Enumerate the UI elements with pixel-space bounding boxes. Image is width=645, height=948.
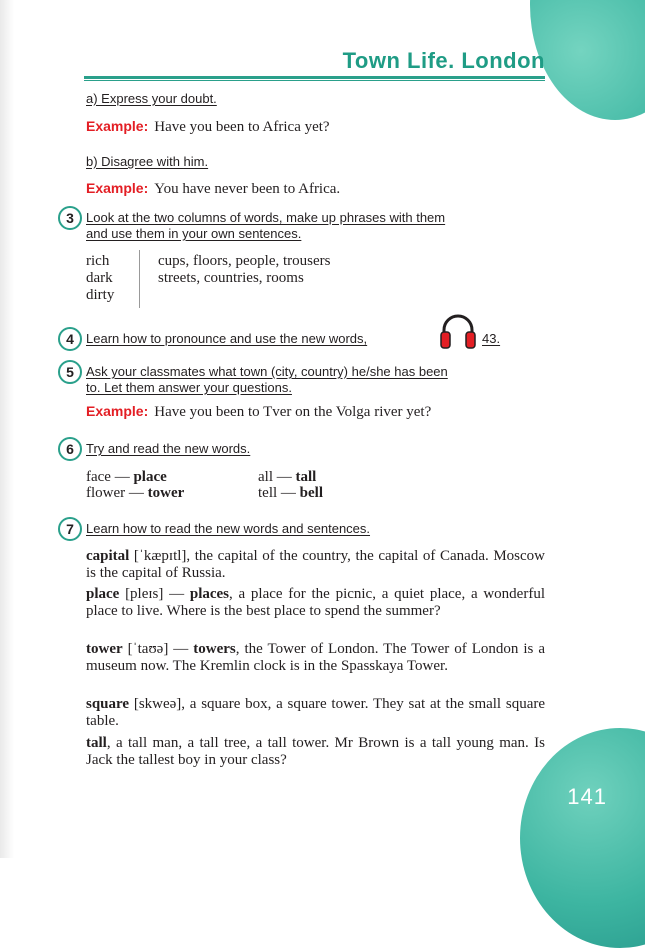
word: dirty xyxy=(86,287,115,303)
vocab-text: [ˈkæpɪtl], the capital of the country, the capital of Canada. Moscow is the capital of Russia. xyxy=(86,548,545,581)
exercise-number: 5 xyxy=(58,360,82,384)
vocab-paragraph-capital xyxy=(86,548,545,582)
corner-decoration-top xyxy=(530,0,645,120)
vocab-word-plural: towers xyxy=(193,641,236,657)
ex2a-instruction: a) Express your doubt. xyxy=(86,91,217,106)
word-pair xyxy=(86,485,184,501)
ex4-instruction xyxy=(86,331,367,347)
word-group: cups, floors, people, trousers xyxy=(158,253,331,269)
vocab-word-plural: places xyxy=(189,586,230,602)
ex3-left-column xyxy=(86,253,114,304)
ex5-instruction-line2: to. Let them answer your questions. xyxy=(86,380,292,395)
word: dark xyxy=(86,270,113,286)
page-edge-shadow xyxy=(0,0,14,858)
word-group: streets, countries, rooms xyxy=(158,270,304,286)
ex7-instruction-text: Learn how to read the new words and sentences. xyxy=(86,521,371,536)
ex5-instruction-line1: Ask your classmates what town (city, country) he/she has been xyxy=(86,364,448,379)
ex3-instruction-line2: and use them in your own sentences. xyxy=(86,226,302,241)
new-word: tall xyxy=(295,469,317,485)
vocab-text: , the Tower of London. The Tower of London is a museum now. The Kremlin clock is in the Spasskaya Tower. xyxy=(86,641,546,674)
vocab-transcription: [ˈtaʊə] — xyxy=(122,641,194,657)
ex2a-example xyxy=(86,118,330,136)
base-word: all — xyxy=(258,469,296,485)
example-label: Example: xyxy=(86,180,149,196)
word-pair xyxy=(86,469,167,485)
ex4-instruction-text: Learn how to pronounce and use the new words, xyxy=(86,331,368,346)
exercise-number: 7 xyxy=(58,517,82,541)
word: rich xyxy=(86,253,110,269)
vocab-paragraph-tower xyxy=(86,641,545,675)
ex6-instruction-text: Try and read the new words. xyxy=(86,441,251,456)
ex3-instruction xyxy=(86,210,445,242)
new-word: bell xyxy=(299,485,324,501)
new-word: place xyxy=(133,469,167,485)
ex4-ref-number: 43. xyxy=(482,331,501,346)
vocab-transcription: [pleɪs] — xyxy=(119,586,190,602)
ex3-right-column xyxy=(158,253,330,287)
base-word: flower — xyxy=(86,485,148,501)
exercise-number: 4 xyxy=(58,327,82,351)
ex5-example xyxy=(86,403,431,421)
page-number: 141 xyxy=(567,784,607,809)
ex5-instruction xyxy=(86,364,448,396)
example-label: Example: xyxy=(86,403,149,419)
ex2b-instruction: b) Disagree with him. xyxy=(86,154,209,169)
ex4-reference xyxy=(482,331,500,347)
vocab-word: place xyxy=(86,586,120,602)
vocab-word: tall xyxy=(86,735,107,751)
vocab-text: , a tall man, a tall tree, a tall tower. Mr Brown is a tall young man. Is Jack the tallest boy in your class? xyxy=(86,735,545,768)
word-pair xyxy=(258,469,316,485)
new-word: tower xyxy=(147,485,185,501)
example-text: Have you been to Africa yet? xyxy=(154,119,330,135)
example-text: Have you been to Tver on the Volga river yet? xyxy=(154,404,432,420)
vocab-word: capital xyxy=(86,548,130,564)
exercise-number: 6 xyxy=(58,437,82,461)
vocab-word: square xyxy=(86,696,130,712)
vocab-paragraph-tall xyxy=(86,735,545,769)
title-rule xyxy=(84,76,545,81)
base-word: face — xyxy=(86,469,134,485)
vocab-paragraph-square xyxy=(86,696,545,730)
ex7-instruction xyxy=(86,521,370,537)
ex6-instruction xyxy=(86,441,250,457)
example-text: You have never been to Africa. xyxy=(154,181,341,197)
vocab-word: tower xyxy=(86,641,123,657)
example-label: Example: xyxy=(86,118,149,134)
exercise-number: 3 xyxy=(58,206,82,230)
base-word: tell — xyxy=(258,485,300,501)
ex3-instruction-line1: Look at the two columns of words, make up phrases with them xyxy=(86,210,446,225)
vocab-text: [skweə], a square box, a square tower. They sat at the small square table. xyxy=(86,696,545,729)
column-divider xyxy=(139,250,140,308)
vocab-paragraph-place xyxy=(86,586,545,620)
vocab-text: , a place for the picnic, a quiet place, a wonderful place to live. Where is the best place to spend the summer? xyxy=(86,586,545,619)
ex2b-example xyxy=(86,180,340,198)
page-title: Town Life. London xyxy=(342,48,545,73)
headphones-icon xyxy=(438,312,478,350)
word-pair xyxy=(258,485,323,501)
